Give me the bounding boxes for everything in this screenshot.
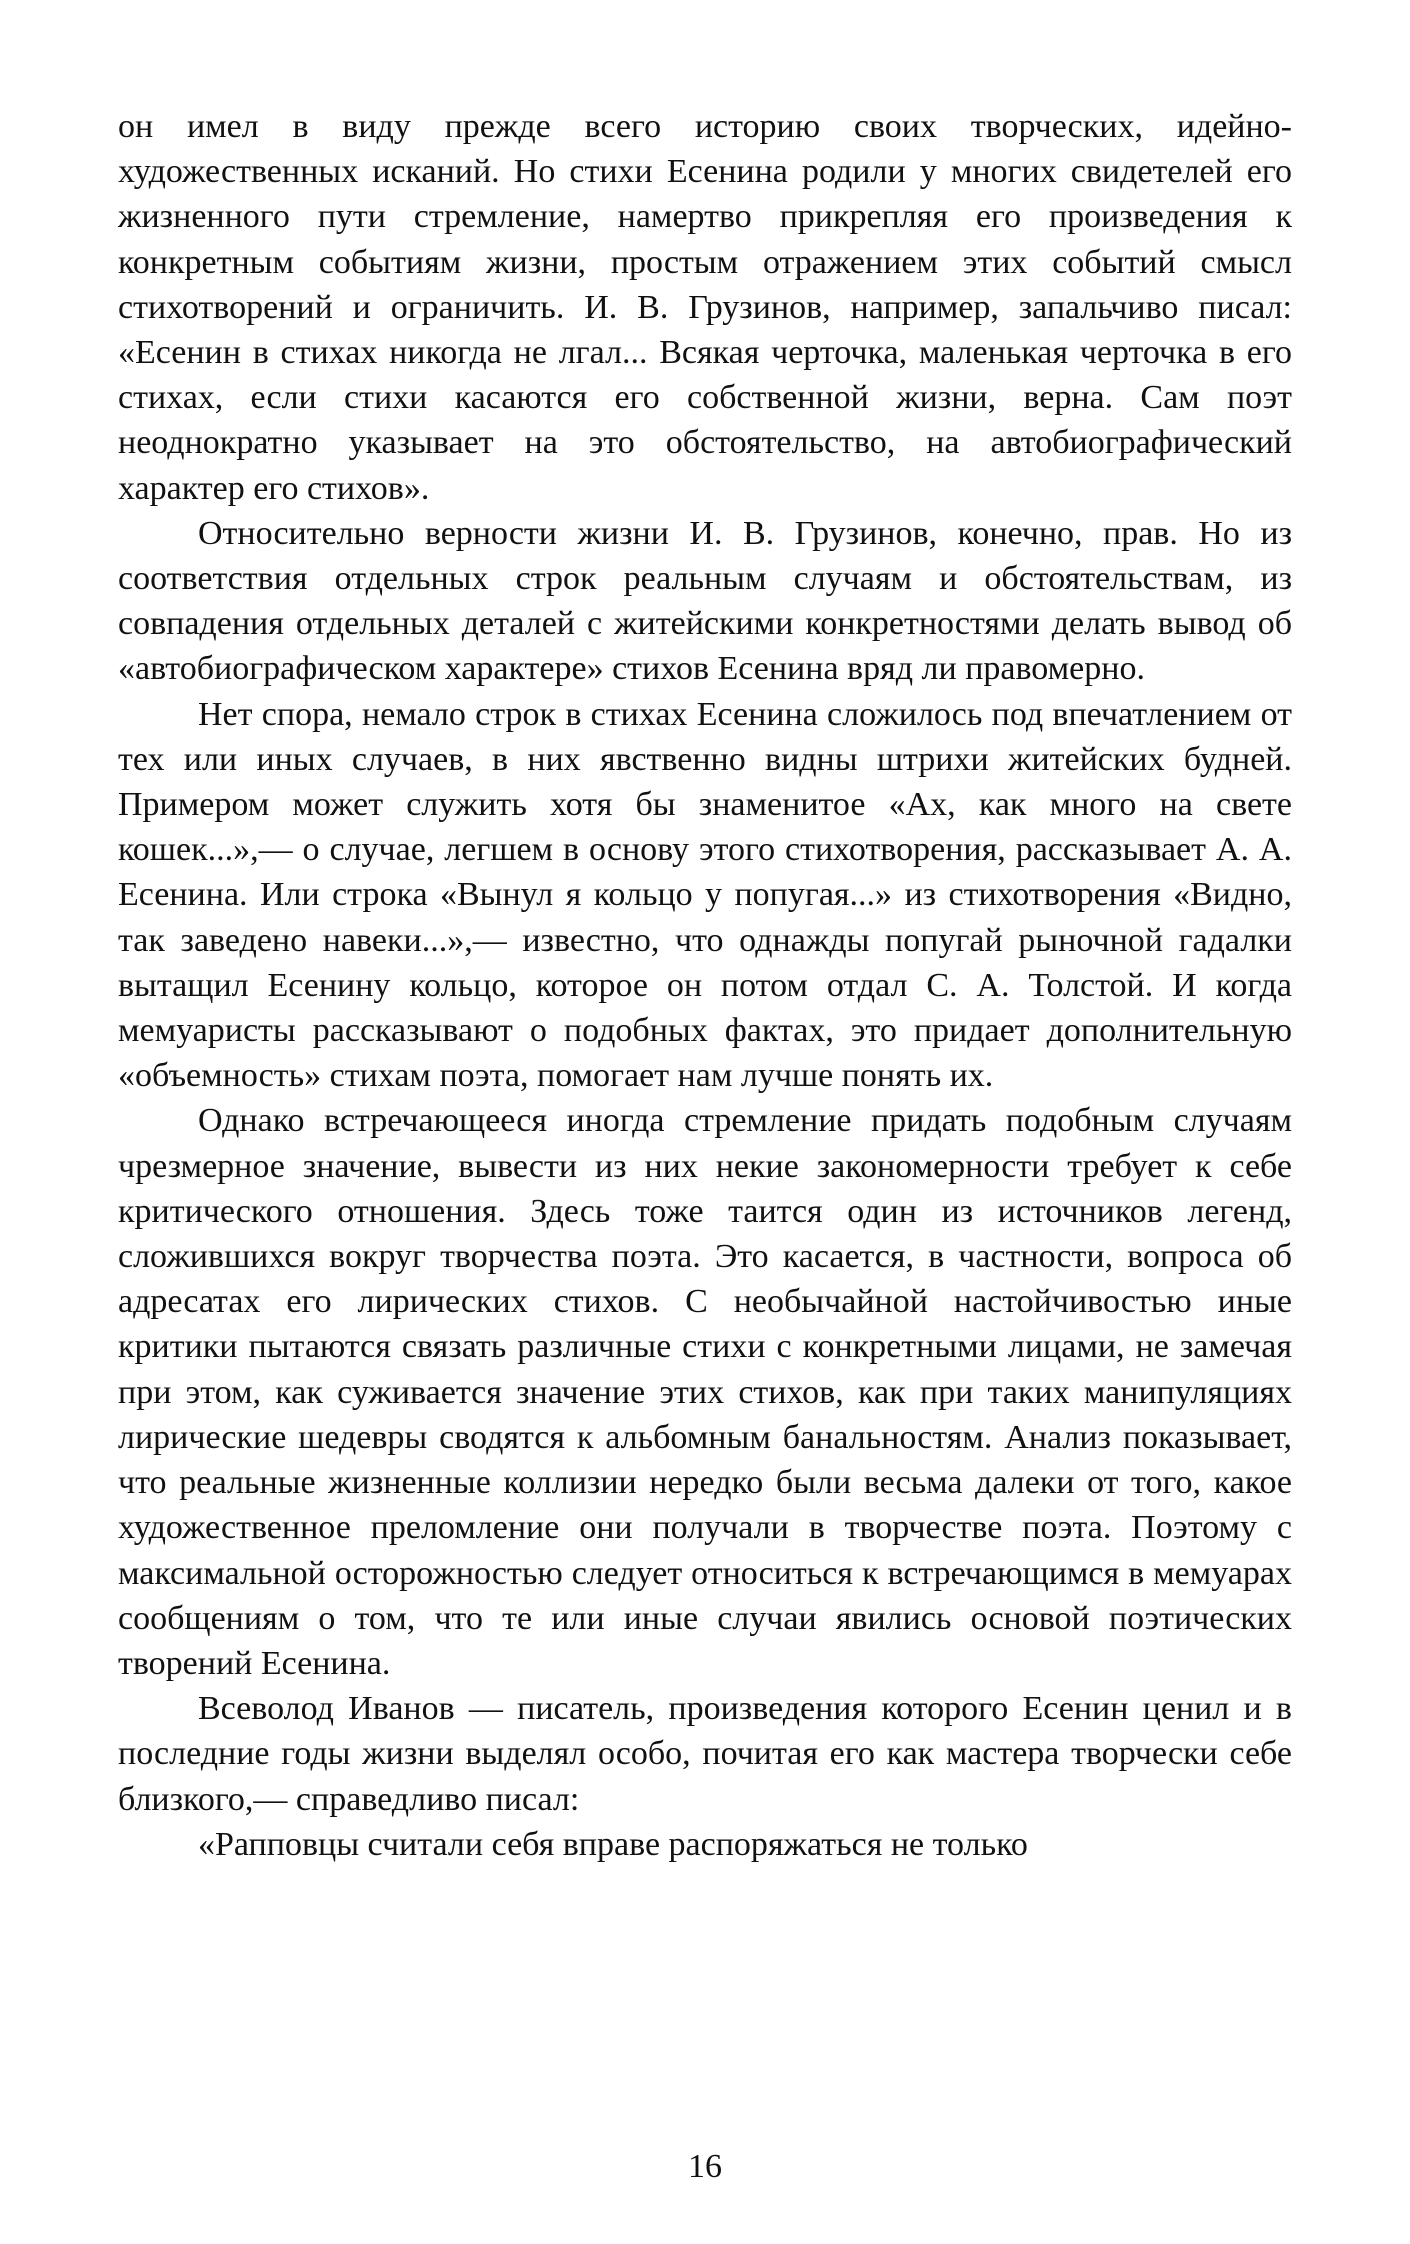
paragraph-4: Однако встречающееся иногда стремление придать подобным случаям чрезмерное значение, вывести из них некие закономерности требует к себе критического отношения. Здесь тоже таится один из источников легенд, сложившихся вокруг творчества поэта. Это касается, в частности, вопроса об адресатах его лирических стихов. С необычайной настойчивостью иные критики пытаются связать различные стихи с конкретными лицами, не замечая при этом, как суживается значение этих стихов, как при таких манипуляциях лирические шедевры сводятся к альбомным банальностям. Анализ показывает, что реальные жизненные коллизии нередко были весьма далеки от того, какое художественное преломление они получали в творчестве поэта. Поэтому с максимальной осторожностью следует относиться к встречающимся в мемуарах сообщениям о том, что те или иные случаи явились основой поэтических творений Есенина. <box>118 1102 1292 1682</box>
paragraph-1: он имел в виду прежде всего историю своих творческих, идейно-художественных исканий. Но стихи Есенина родили у многих свидетелей его жизненного пути стремление, намертво прикрепляя его произведения к конкретным событиям жизни, простым отражением этих событий смысл стихотворений и ограничить. И. В. Грузинов, например, запальчиво писал: «Есенин в стихах никогда не лгал... Всякая черточка, маленькая черточка в его стихах, если стихи касаются его собственной жизни, верна. Сам поэт неоднократно указывает на это обстоятельство, на автобиографический характер его стихов». <box>118 108 1292 507</box>
paragraph-5: Всеволод Иванов — писатель, произведения которого Есенин ценил и в последние годы жизни выделял особо, почитая его как мастера творчески себе близкого,— справедливо писал: <box>118 1690 1292 1818</box>
main-text <box>118 104 1292 1867</box>
page-body <box>118 104 1292 2144</box>
paragraph-3: Нет спора, немало строк в стихах Есенина сложилось под впечатлением от тех или иных случаев, в них явственно видны штрихи житейских будней. Примером может служить хотя бы знаменитое «Ах, как много на свете кошек...»,— о случае, легшем в основу этого стихотворения, рассказывает А. А. Есенина. Или строка «Вынул я кольцо у попугая...» из стихотворения «Видно, так заведено навеки...»,— известно, что однажды попугай рыночной гадалки вытащил Есенину кольцо, которое он потом отдал С. А. Толстой. И когда мемуаристы рассказывают о подобных фактах, это придает дополнительную «объемность» стихам поэта, помогает нам лучше понять их. <box>118 695 1292 1095</box>
paragraph-2: Относительно верности жизни И. В. Грузинов, конечно, прав. Но из соответствия отдельных строк реальным случаям и обстоятельствам, из совпадения отдельных деталей с житейскими конкретностями делать вывод об «автобиографическом характере» стихов Есенина вряд ли правомерно. <box>118 514 1292 688</box>
page-number: 16 <box>688 2148 722 2185</box>
paragraph-6-quote-start: «Рапповцы считали себя вправе распоряжаться не только <box>198 1825 1028 1863</box>
